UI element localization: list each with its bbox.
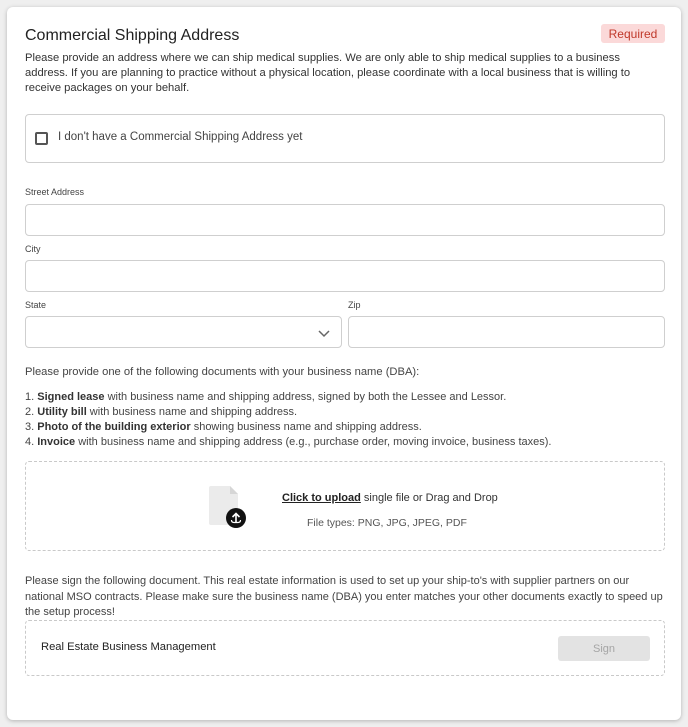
state-select[interactable]: [25, 316, 342, 348]
documents-intro: Please provide one of the following documents with your business name (DBA):: [25, 366, 420, 378]
zip-label: Zip: [348, 300, 361, 310]
section-intro: Please provide an address where we can ship medical supplies. We are only able to ship medical supplies to a business address. If you are planning to practice without a physical location, please coordinate with a local business that is willing to receive packages on your behalf.: [25, 52, 631, 94]
sign-button[interactable]: Sign: [558, 636, 650, 661]
file-types-text: File types: PNG, JPG, JPEG, PDF: [307, 517, 467, 529]
city-input[interactable]: [25, 260, 665, 292]
chevron-down-icon: [317, 326, 331, 340]
sign-intro: Please sign the following document. This real estate information is used to set up your ship-to's with supplier partners on our national MSO contracts. Please make sure the business name (DBA) you enter matches your other documents exactly to speed up the setup process!: [25, 575, 663, 618]
sign-document-name: Real Estate Business Management: [41, 641, 216, 653]
list-item: 1. Signed lease with business name and shipping address, signed by both the Lessee and Lessor.: [25, 391, 507, 403]
shipping-address-card: [7, 7, 681, 720]
no-address-option[interactable]: [25, 114, 665, 163]
file-upload-icon: [207, 485, 247, 529]
click-to-upload-link[interactable]: Click to upload: [282, 492, 361, 504]
no-address-checkbox-label: I don't have a Commercial Shipping Address yet: [58, 131, 303, 143]
documents-list: [25, 390, 551, 450]
city-label: City: [25, 244, 41, 254]
list-item: 4. Invoice with business name and shipping address (e.g., purchase order, moving invoice, business taxes).: [25, 436, 552, 448]
list-item: 2. Utility bill with business name and shipping address.: [25, 406, 298, 418]
state-label: State: [25, 300, 47, 310]
zip-input[interactable]: [348, 316, 665, 348]
upload-instructions: Click to upload single file or Drag and Drop: [282, 492, 498, 504]
sign-document-box: [25, 620, 665, 676]
street-address-input[interactable]: [25, 204, 665, 236]
section-title: Commercial Shipping Address: [25, 27, 240, 44]
required-badge: Required: [601, 24, 665, 43]
file-upload-dropzone[interactable]: [25, 461, 665, 551]
list-item: 3. Photo of the building exterior showing business name and shipping address.: [25, 421, 422, 433]
no-address-checkbox[interactable]: [35, 132, 48, 145]
street-address-label: Street Address: [25, 187, 85, 197]
